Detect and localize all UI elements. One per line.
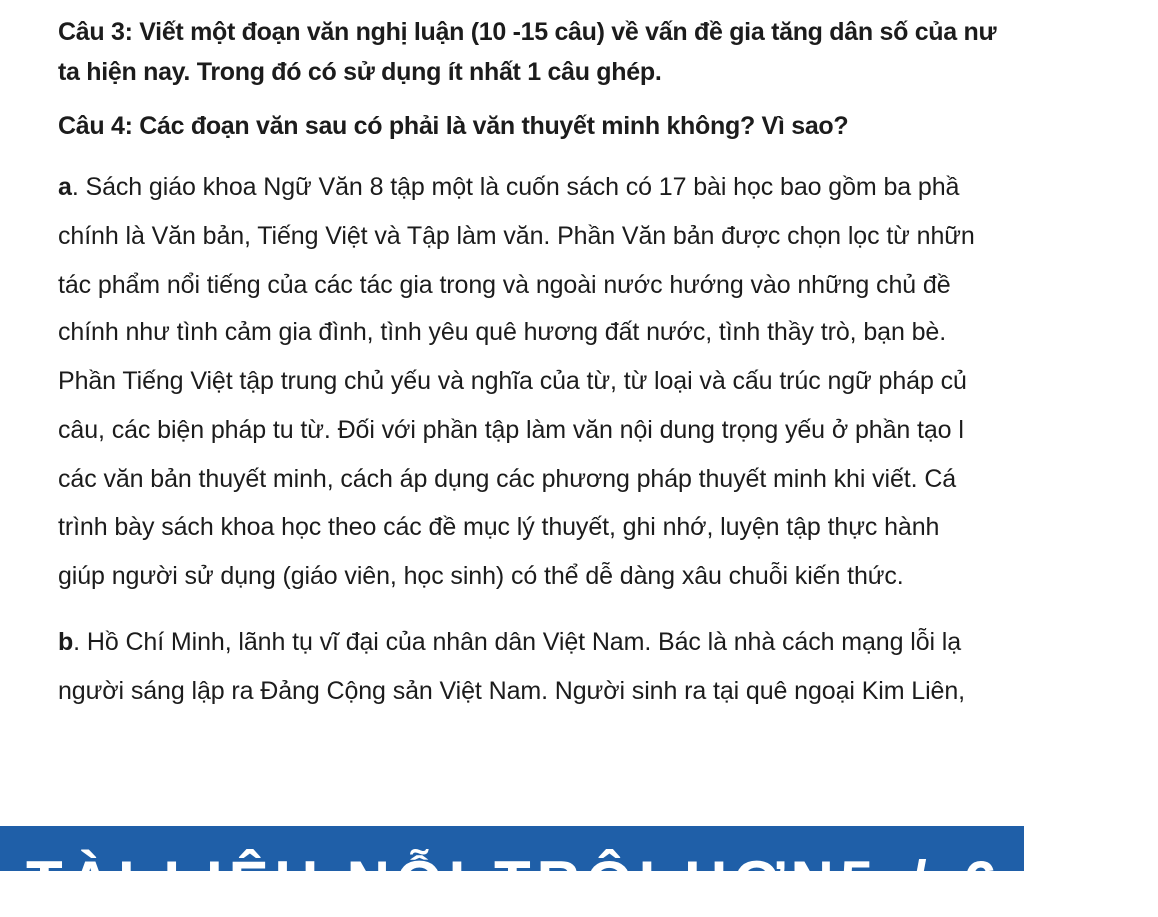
paragraph-a-line-8: trình bày sách khoa học theo các đề mục lý thuyết, ghi nhớ, luyện tập thực hành bbox=[58, 513, 940, 541]
paragraph-a-line-5: Phần Tiếng Việt tập trung chủ yếu và nghĩa của từ, từ loại và cấu trúc ngữ pháp củ bbox=[58, 367, 967, 395]
paragraph-a-line-4: chính như tình cảm gia đình, tình yêu quê hương đất nước, tình thầy trò, bạn bè. bbox=[58, 318, 947, 346]
paragraph-b-label: b bbox=[58, 628, 74, 656]
paragraph-b-line-1 bbox=[58, 628, 961, 657]
paragraph-a-line-9: giúp người sử dụng (giáo viên, học sinh) có thể dễ dàng xâu chuỗi kiến thức. bbox=[58, 562, 904, 590]
question-3-line-1: Câu 3: Viết một đoạn văn nghị luận (10 -15 câu) về vấn đề gia tăng dân số của nư bbox=[58, 18, 997, 46]
banner-title: TÀI LIỆU NỖI TRỘI HƠN bbox=[26, 849, 840, 916]
paragraph-b-line-1-text: . Hồ Chí Minh, lãnh tụ vĩ đại của nhân dân Việt Nam. Bác là nhà cách mạng lỗi lạ bbox=[73, 628, 962, 656]
paragraph-a-line-1 bbox=[58, 173, 959, 202]
paragraph-a-line-1-text: . Sách giáo khoa Ngữ Văn 8 tập một là cuốn sách có 17 bài học bao gồm ba phầ bbox=[71, 173, 960, 201]
paragraph-a-label: a bbox=[58, 173, 72, 201]
paragraph-b-line-2: người sáng lập ra Đảng Cộng sản Việt Nam. Người sinh ra tại quê ngoại Kim Liên, bbox=[58, 677, 966, 705]
paragraph-a-line-7: các văn bản thuyết minh, cách áp dụng các phương pháp thuyết minh khi viết. Cá bbox=[58, 465, 957, 493]
banner-page-number: 5 / 6 bbox=[840, 849, 1007, 916]
paragraph-a-line-6: câu, các biện pháp tu từ. Đối với phần tập làm văn nội dung trọng yếu ở phần tạo l bbox=[58, 416, 964, 444]
question-4-heading: Câu 4: Các đoạn văn sau có phải là văn thuyết minh không? Vì sao? bbox=[58, 112, 849, 140]
question-3-line-2: ta hiện nay. Trong đó có sử dụng ít nhất 1 câu ghép. bbox=[58, 58, 662, 86]
paragraph-a-line-3: tác phẩm nổi tiếng của các tác gia trong và ngoài nước hướng vào những chủ đề bbox=[58, 271, 951, 299]
paragraph-a-line-2: chính là Văn bản, Tiếng Việt và Tập làm văn. Phần Văn bản được chọn lọc từ nhữn bbox=[58, 222, 975, 250]
footer-banner bbox=[0, 826, 1024, 916]
